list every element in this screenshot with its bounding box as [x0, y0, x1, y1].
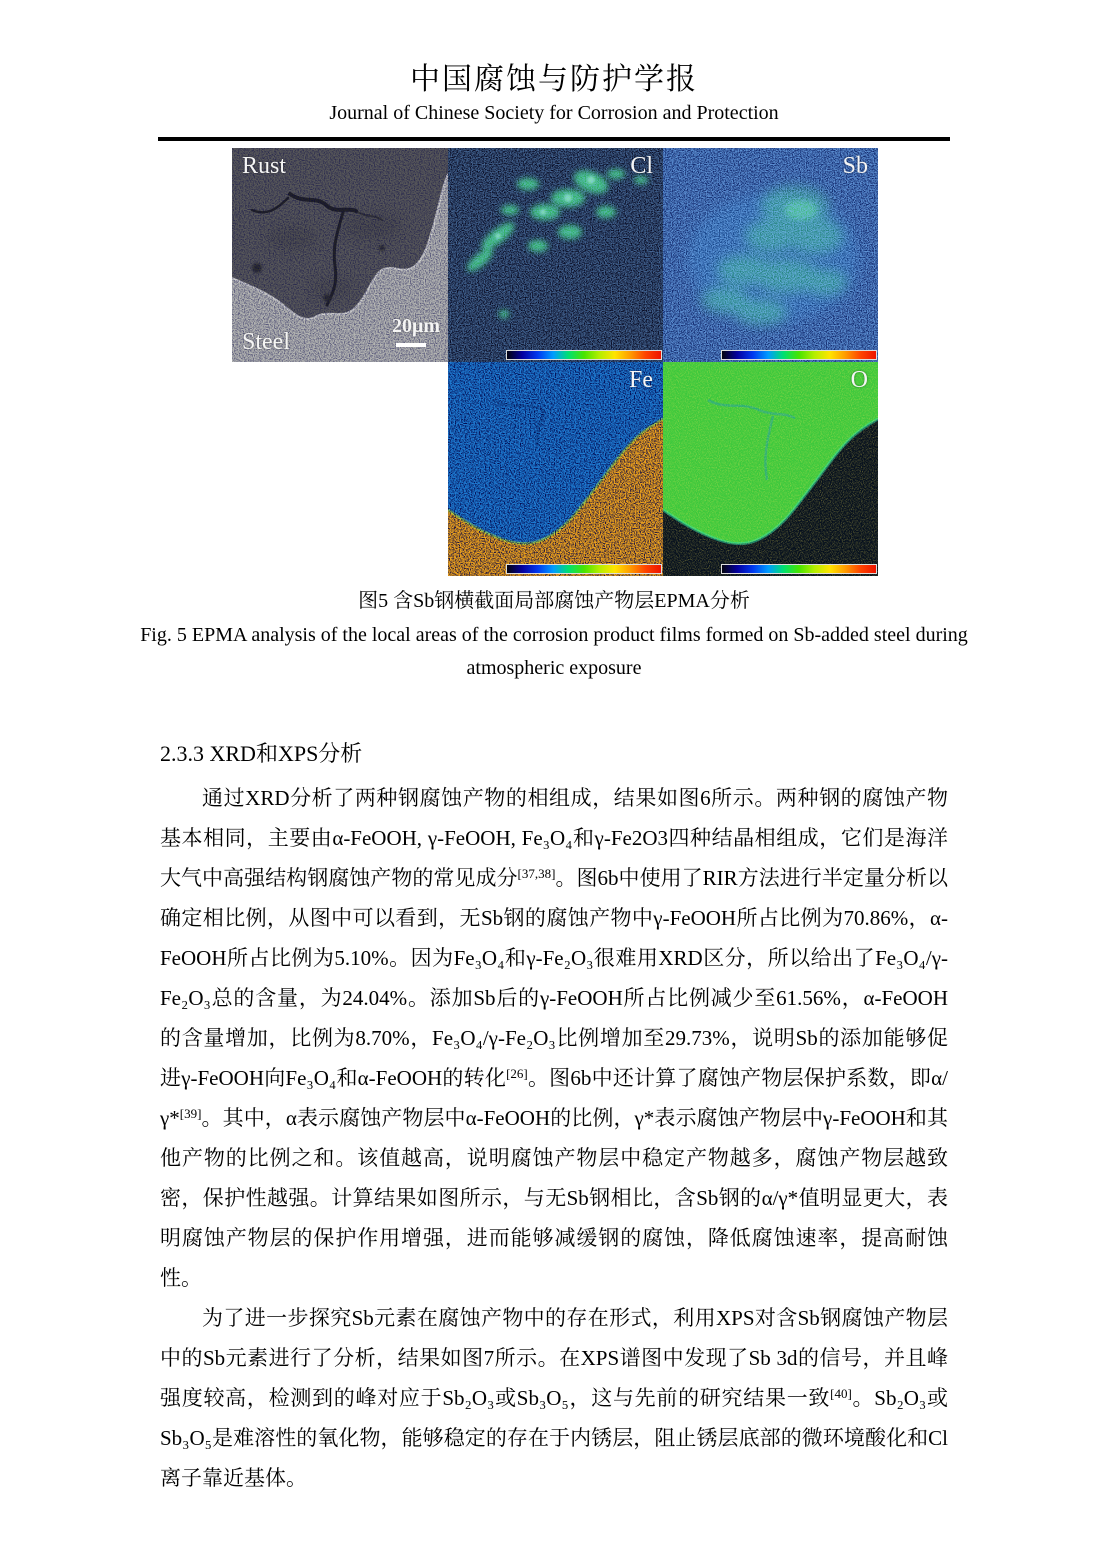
- colorbar-o: [721, 564, 877, 574]
- journal-header: [0, 54, 1108, 141]
- label-fe: Fe: [629, 367, 653, 393]
- label-rust: Rust: [242, 153, 287, 179]
- figure-caption-en: Fig. 5 EPMA analysis of the local areas of the corrosion product films formed on Sb-added steel during atmospheric exposure: [140, 624, 968, 679]
- panel-o-map: [663, 362, 878, 576]
- colorbar-sb: [721, 350, 877, 360]
- figure-caption-zh: 图5 含Sb钢横截面局部腐蚀产物层EPMA分析: [358, 590, 750, 612]
- cl-map-illustration: [448, 148, 663, 362]
- sb-map-illustration: [663, 148, 878, 362]
- panel-fe-map: [448, 362, 663, 576]
- paragraph-xps: 为了进一步探究Sb元素在腐蚀产物中的存在形式，利用XPS对含Sb钢腐蚀产物层中的Sb元素进行了分析，结果如图7所示。在XPS谱图中发现了Sb 3d的信号，并且峰强度较高，检测到的峰对应于Sb₂O₃或Sb₃O₅，这与先前的研究结果一致[40]。Sb₂O₃或Sb₃O₅是难溶性的氧化物，能够稳定的存在于内锈层，阻止锈层底部的微环境酸化和Cl离子靠近基体。: [160, 1306, 948, 1490]
- fe-map-illustration: [448, 362, 663, 576]
- scale-label: 20μm: [392, 315, 440, 337]
- scale-bar: [396, 343, 426, 347]
- journal-title-zh: 中国腐蚀与防护学报: [410, 63, 698, 96]
- label-steel: Steel: [242, 329, 290, 355]
- label-cl: Cl: [630, 153, 653, 179]
- journal-title-en: Journal of Chinese Society for Corrosion and Protection: [329, 102, 779, 124]
- label-sb: Sb: [842, 153, 868, 179]
- section-heading: 2.3.3 XRD和XPS分析: [160, 741, 363, 766]
- panel-sem: [232, 148, 448, 362]
- paragraph-xrd: 通过XRD分析了两种钢腐蚀产物的相组成，结果如图6所示。两种钢的腐蚀产物基本相同，主要由α-FeOOH, γ-FeOOH, Fe₃O₄和γ-Fe2O3四种结晶相组成，它们是海洋大气中高强结构钢腐蚀产物的常见成分[37,38]。图6b中使用了RIR方法进行半定量分析以确定相比例，从图中可以看到，无Sb钢的腐蚀产物中γ-FeOOH所占比例为70.86%，α-FeOOH所占比例为5.10%。因为Fe₃O₄和γ-Fe₂O₃很难用XRD区分，所以给出了Fe₃O₄/γ-Fe₂O₃总的含量，为24.04%。添加Sb后的γ-FeOOH所占比例减少至61.56%，α-FeOOH的含量增加，比例为8.70%，Fe₃O₄/γ-Fe₂O₃比例增加至29.73%，说明Sb的添加能够促进γ-FeOOH向Fe₃O₄和α-FeOOH的转化[26]。图6b中还计算了腐蚀产物层保护系数，即α/γ*[39]。其中，α表示腐蚀产物层中α-FeOOH的比例，γ*表示腐蚀产物层中γ-FeOOH和其他产物的比例之和。该值越高，说明腐蚀产物层中稳定产物越多，腐蚀产物层越致密，保护性越强。计算结果如图所示，与无Sb钢相比，含Sb钢的α/γ*值明显更大，表明腐蚀产物层的保护作用增强，进而能够减缓钢的腐蚀，降低腐蚀速率，提高耐蚀性。: [160, 786, 948, 1290]
- header-rule: [158, 137, 950, 141]
- colorbar-fe: [506, 564, 662, 574]
- figure-epma: [232, 148, 878, 576]
- colorbar-cl: [506, 350, 662, 360]
- o-map-illustration: [663, 362, 878, 576]
- panel-cl-map: [448, 148, 663, 362]
- panel-sb-map: [663, 148, 878, 362]
- label-o: O: [850, 367, 868, 393]
